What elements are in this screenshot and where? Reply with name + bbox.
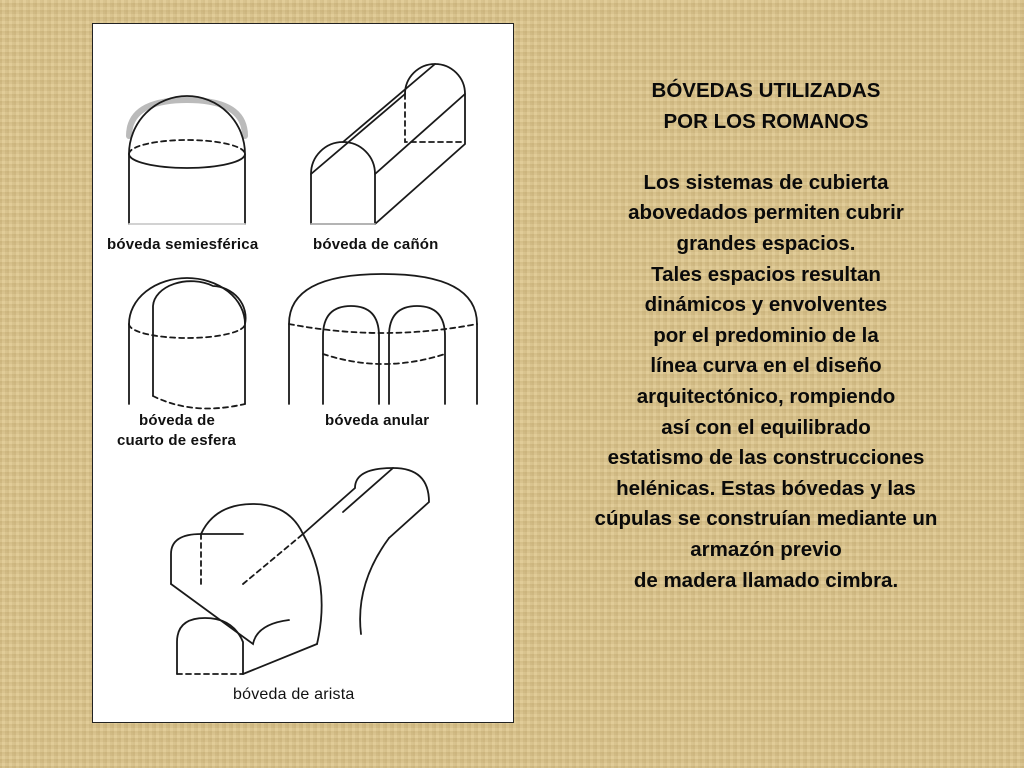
body-line: línea curva en el diseño [650,354,882,378]
body-line: por el predominio de la [653,323,879,347]
slide-title-line: BÓVEDAS UTILIZADAS [651,79,881,102]
annular-vault-drawing [289,274,477,404]
body-line: cúpulas se construían mediante un [594,507,938,531]
body-line: helénicas. Estas bóvedas y las [616,476,916,500]
caption-groin: bóveda de arista [233,686,355,703]
body-line: de madera llamado cimbra. [633,568,899,592]
quarter-sphere-vault-drawing [129,278,246,409]
barrel-vault-drawing [311,64,465,224]
vault-illustrations-panel [92,23,514,723]
semispherical-vault-drawing [129,96,245,224]
groin-vault-drawing [171,468,429,674]
caption-semispherical: bóveda semiesférica [107,236,259,253]
body-line: Los sistemas de cubierta [643,170,889,194]
caption-barrel: bóveda de cañón [313,236,439,253]
body-line: abovedados permiten cubrir [628,201,904,225]
caption-quarter-sphere-line2: cuarto de esfera [117,432,237,449]
body-line: arquitectónico, rompiendo [636,384,896,408]
slide-title-line: POR LOS ROMANOS [663,109,869,133]
body-line: estatismo de las construcciones [607,446,925,470]
body-line: así con el equilibrado [661,415,871,439]
body-line: dinámicos y envolventes [644,293,888,317]
body-line: Tales espacios resultan [651,262,881,286]
caption-annular: bóveda anular [325,412,430,429]
caption-quarter-sphere-line1: bóveda de [139,412,215,429]
vault-drawings [93,24,515,724]
spacer [540,137,992,168]
body-line: armazón previo [690,537,842,561]
body-line: grandes espacios. [676,231,856,255]
slide-text [540,76,992,596]
